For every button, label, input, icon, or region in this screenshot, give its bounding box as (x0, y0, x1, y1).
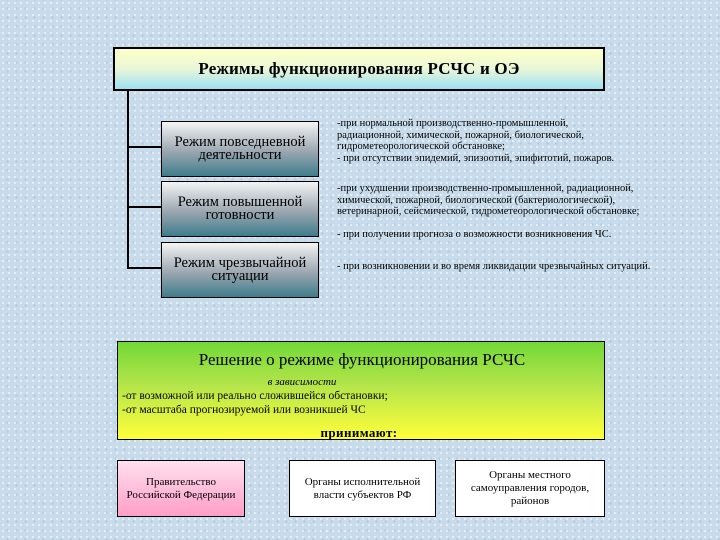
organ-label-local-government: Органы местного самоуправления городов, районов (470, 469, 590, 507)
mode-label-daily: Режим повседневной деятельности (174, 134, 306, 163)
organ-box-local-government (455, 460, 605, 517)
connector-trunk (127, 91, 129, 269)
decision-accepted-by: принимают: (320, 425, 398, 440)
mode-box-high-readiness (161, 181, 319, 237)
organ-box-regional-executive (289, 460, 436, 517)
organ-label-government: Правительство Российской Федерации (126, 475, 236, 501)
mode-box-emergency (161, 242, 319, 298)
mode-box-daily (161, 121, 319, 177)
title-box (113, 47, 605, 91)
mode-label-high-readiness: Режим повышенной готовности (177, 194, 303, 223)
diagram-title: Режимы функционирования РСЧС и ОЭ (198, 59, 520, 78)
mode-label-emergency: Режим чрезвычайной ситуации (173, 255, 307, 284)
connector-branch-3 (127, 267, 161, 269)
decision-title: Решение о режиме функционирования РСЧС (198, 350, 526, 369)
connector-branch-2 (127, 206, 161, 208)
mode-description-high-readiness: -при ухудшении производственно-промышленной, радиационной, химической, пожарной, биологической (бактериологической), ветеринарной, сейсмической, гидрометеорологической обстановке; - при получении прогноза о возможности возникновения ЧС. (337, 183, 640, 240)
organ-box-government (117, 460, 245, 517)
mode-description-daily: -при нормальной производственно-промышленной, радиационной, химической, пожарной, биологической, гидрометеорологической обстановке; - при отсутствии эпидемий, эпизоотий, эпифитотий, пожаров. (337, 118, 615, 164)
mode-description-emergency: - при возникновении и во время ликвидации чрезвычайных ситуаций. (337, 261, 651, 272)
decision-box (117, 341, 605, 440)
connector-branch-1 (127, 146, 161, 148)
decision-item: -от возможной или реально сложившейся обстановки; (122, 390, 388, 402)
organ-label-regional-executive: Органы исполнительной власти субъектов РФ (304, 475, 421, 501)
decision-subtitle: в зависимости (267, 376, 337, 388)
decision-item: -от масштаба прогнозируемой или возникшей ЧС (122, 404, 366, 416)
